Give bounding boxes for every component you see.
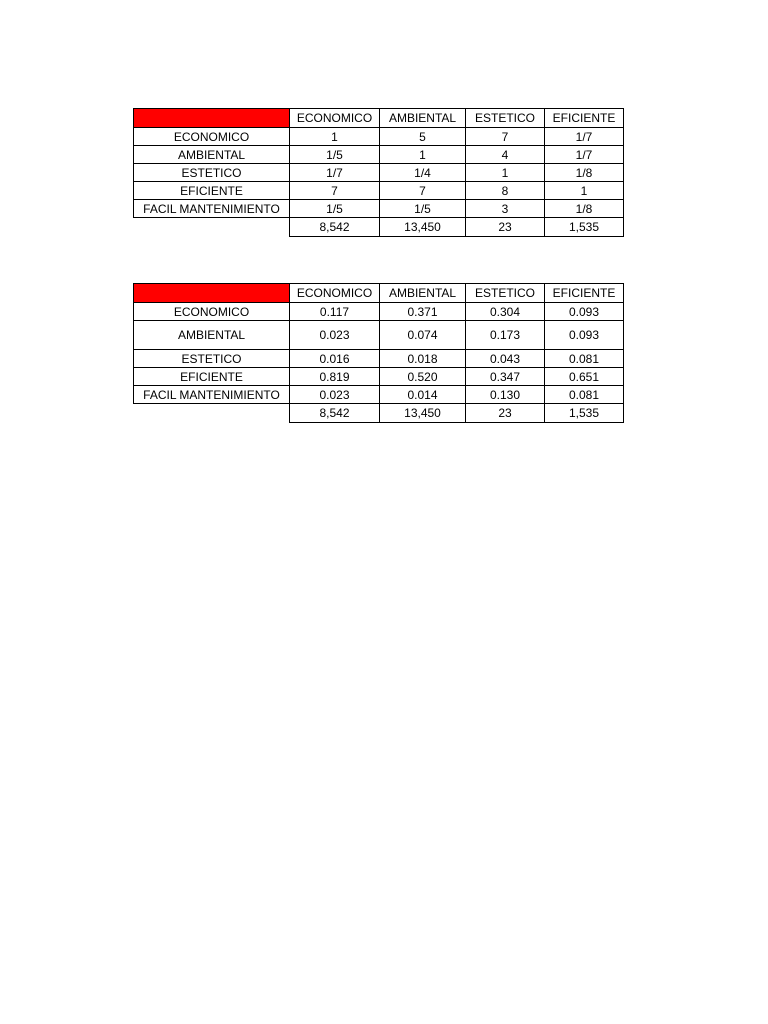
table-cell: 1/5	[380, 200, 466, 218]
table-cell: 0.081	[545, 386, 624, 404]
row-label: FACIL MANTENIMIENTO	[134, 200, 290, 218]
table-cell: 0.371	[380, 303, 466, 321]
table-cell: 1/4	[380, 164, 466, 182]
column-header: EFICIENTE	[545, 109, 624, 128]
row-label: ECONOMICO	[134, 128, 290, 146]
total-cell: 8,542	[290, 218, 380, 237]
table-cell: 1/5	[290, 200, 380, 218]
table-cell: 0.014	[380, 386, 466, 404]
table-header-row	[134, 284, 624, 303]
table-cell: 0.023	[290, 321, 380, 350]
table-cell: 0.347	[466, 368, 545, 386]
column-header: AMBIENTAL	[380, 109, 466, 128]
column-header: ECONOMICO	[290, 284, 380, 303]
table-header-row	[134, 109, 624, 128]
row-label: ECONOMICO	[134, 303, 290, 321]
table-row	[134, 128, 624, 146]
total-cell: 8,542	[290, 404, 380, 423]
table-row	[134, 368, 624, 386]
table-cell: 0.304	[466, 303, 545, 321]
table-cell: 1/7	[290, 164, 380, 182]
table-cell: 7	[380, 182, 466, 200]
column-header: ESTETICO	[466, 284, 545, 303]
blank-cell	[134, 218, 290, 237]
totals-row	[134, 404, 624, 423]
table-row	[134, 386, 624, 404]
column-header: EFICIENTE	[545, 284, 624, 303]
table-cell: 0.081	[545, 350, 624, 368]
pairwise-comparison-table	[133, 108, 624, 237]
table-cell: 3	[466, 200, 545, 218]
table-cell: 5	[380, 128, 466, 146]
row-label: ESTETICO	[134, 164, 290, 182]
total-cell: 13,450	[380, 404, 466, 423]
table-cell: 0.130	[466, 386, 545, 404]
table-cell: 8	[466, 182, 545, 200]
total-cell: 1,535	[545, 218, 624, 237]
row-label: AMBIENTAL	[134, 146, 290, 164]
table-cell: 0.173	[466, 321, 545, 350]
row-label: FACIL MANTENIMIENTO	[134, 386, 290, 404]
table-cell: 0.093	[545, 321, 624, 350]
table-cell: 0.093	[545, 303, 624, 321]
table-cell: 1/7	[545, 146, 624, 164]
total-cell: 23	[466, 404, 545, 423]
blank-cell	[134, 404, 290, 423]
table-cell: 0.520	[380, 368, 466, 386]
table-cell: 0.016	[290, 350, 380, 368]
table-cell: 1	[466, 164, 545, 182]
table-row	[134, 182, 624, 200]
table-cell: 1	[545, 182, 624, 200]
table-row	[134, 350, 624, 368]
row-label: ESTETICO	[134, 350, 290, 368]
table-cell: 0.074	[380, 321, 466, 350]
table-cell: 1/8	[545, 200, 624, 218]
table-cell: 0.651	[545, 368, 624, 386]
table-cell: 0.117	[290, 303, 380, 321]
table-cell: 0.043	[466, 350, 545, 368]
table-cell: 1/5	[290, 146, 380, 164]
row-label: EFICIENTE	[134, 182, 290, 200]
totals-row	[134, 218, 624, 237]
column-header: AMBIENTAL	[380, 284, 466, 303]
header-corner-cell	[134, 109, 290, 128]
table-cell: 1/7	[545, 128, 624, 146]
table-row	[134, 321, 624, 350]
table-cell: 1	[380, 146, 466, 164]
table-cell: 1	[290, 128, 380, 146]
total-cell: 23	[466, 218, 545, 237]
column-header: ESTETICO	[466, 109, 545, 128]
total-cell: 1,535	[545, 404, 624, 423]
row-label: AMBIENTAL	[134, 321, 290, 350]
normalized-matrix-table	[133, 283, 624, 423]
table-row	[134, 200, 624, 218]
header-corner-cell	[134, 284, 290, 303]
table-row	[134, 164, 624, 182]
table-cell: 1/8	[545, 164, 624, 182]
column-header: ECONOMICO	[290, 109, 380, 128]
row-label: EFICIENTE	[134, 368, 290, 386]
table-cell: 7	[466, 128, 545, 146]
table-row	[134, 303, 624, 321]
table-row	[134, 146, 624, 164]
table-cell: 4	[466, 146, 545, 164]
table-cell: 0.018	[380, 350, 466, 368]
total-cell: 13,450	[380, 218, 466, 237]
table-cell: 0.819	[290, 368, 380, 386]
table-cell: 0.023	[290, 386, 380, 404]
table-cell: 7	[290, 182, 380, 200]
